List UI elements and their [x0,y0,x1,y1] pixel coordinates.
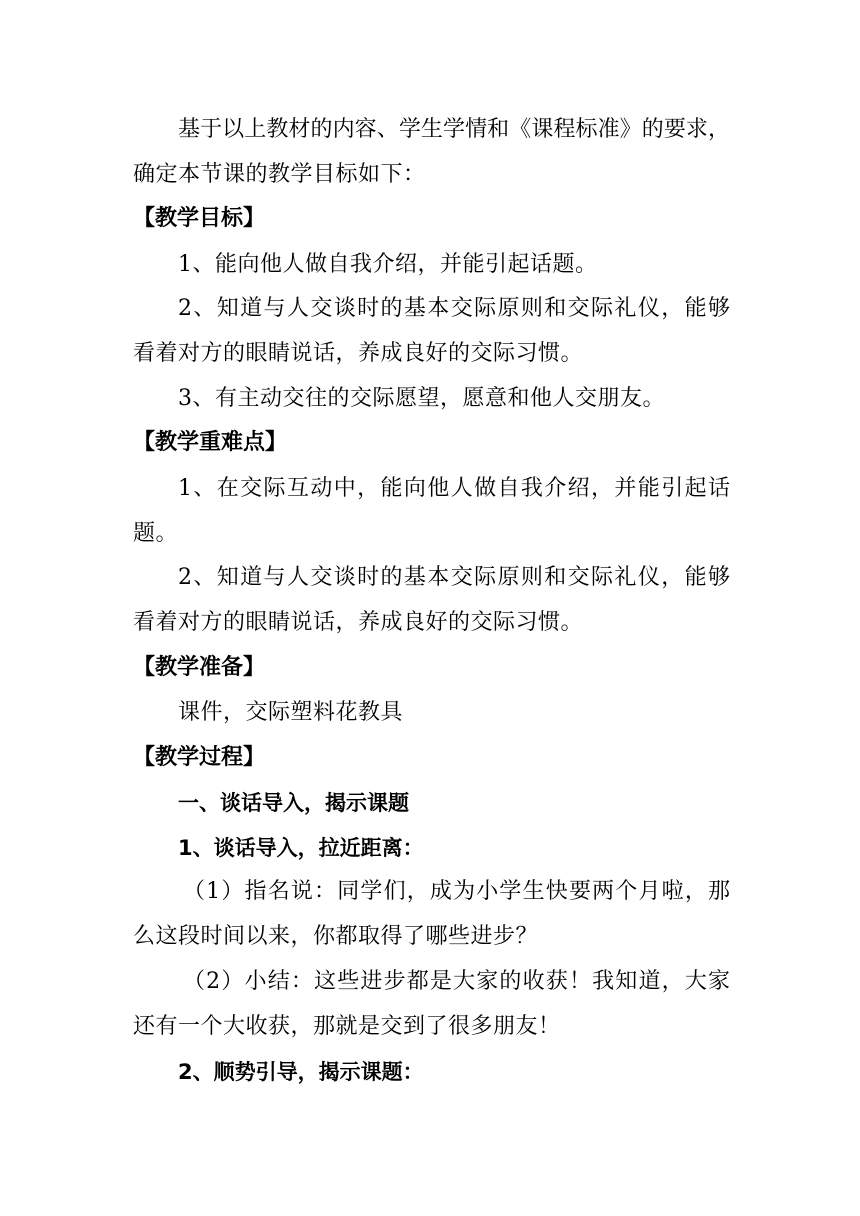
goal-item-3: 3、有主动交往的交际愿望，愿意和他人交朋友。 [178,386,665,411]
heading-process: 【教学过程】 [133,745,266,770]
goal-item-2-line-1: 2、知道与人交谈时的基本交际原则和交际礼仪，能够 [178,296,730,321]
process-step-1-title: 1、谈话导入，拉近距离： [178,836,424,860]
heading-preparation: 【教学准备】 [133,655,266,680]
goal-item-2-line-2: 看着对方的眼睛说话，养成良好的交际习惯。 [133,341,584,366]
step-1-paragraph-2-line-2: 还有一个大收获，那就是交到了很多朋友！ [133,1014,561,1039]
step-1-paragraph-1-line-2: 么这段时间以来，你都取得了哪些进步？ [133,924,539,949]
heading-teaching-goals: 【教学目标】 [133,206,266,231]
heading-key-points: 【教学重难点】 [133,430,288,455]
step-1-paragraph-1-line-1: （1）指名说：同学们，成为小学生快要两个月啦，那 [183,879,730,904]
preparation-content: 课件，交际塑料花教具 [178,700,404,725]
goal-item-1: 1、能向他人做自我介绍，并能引起话题。 [178,252,598,277]
key-point-2-line-1: 2、知道与人交谈时的基本交际原则和交际礼仪，能够 [178,565,730,590]
intro-line-2: 确定本节课的教学目标如下： [133,162,426,187]
key-point-2-line-2: 看着对方的眼睛说话，养成良好的交际习惯。 [133,610,584,635]
process-step-2-title: 2、顺势引导，揭示课题： [178,1060,424,1084]
step-1-paragraph-2-line-1: （2）小结：这些进步都是大家的收获！我知道，大家 [183,969,730,994]
intro-line-1: 基于以上教材的内容、学生学情和《课程标准》的要求， [178,117,730,142]
key-point-1-line-1: 1、在交际互动中，能向他人做自我介绍，并能引起话 [178,476,730,501]
key-point-1-line-2: 题。 [133,521,179,546]
process-part-1-title: 一、谈话导入，揭示课题 [178,791,409,815]
